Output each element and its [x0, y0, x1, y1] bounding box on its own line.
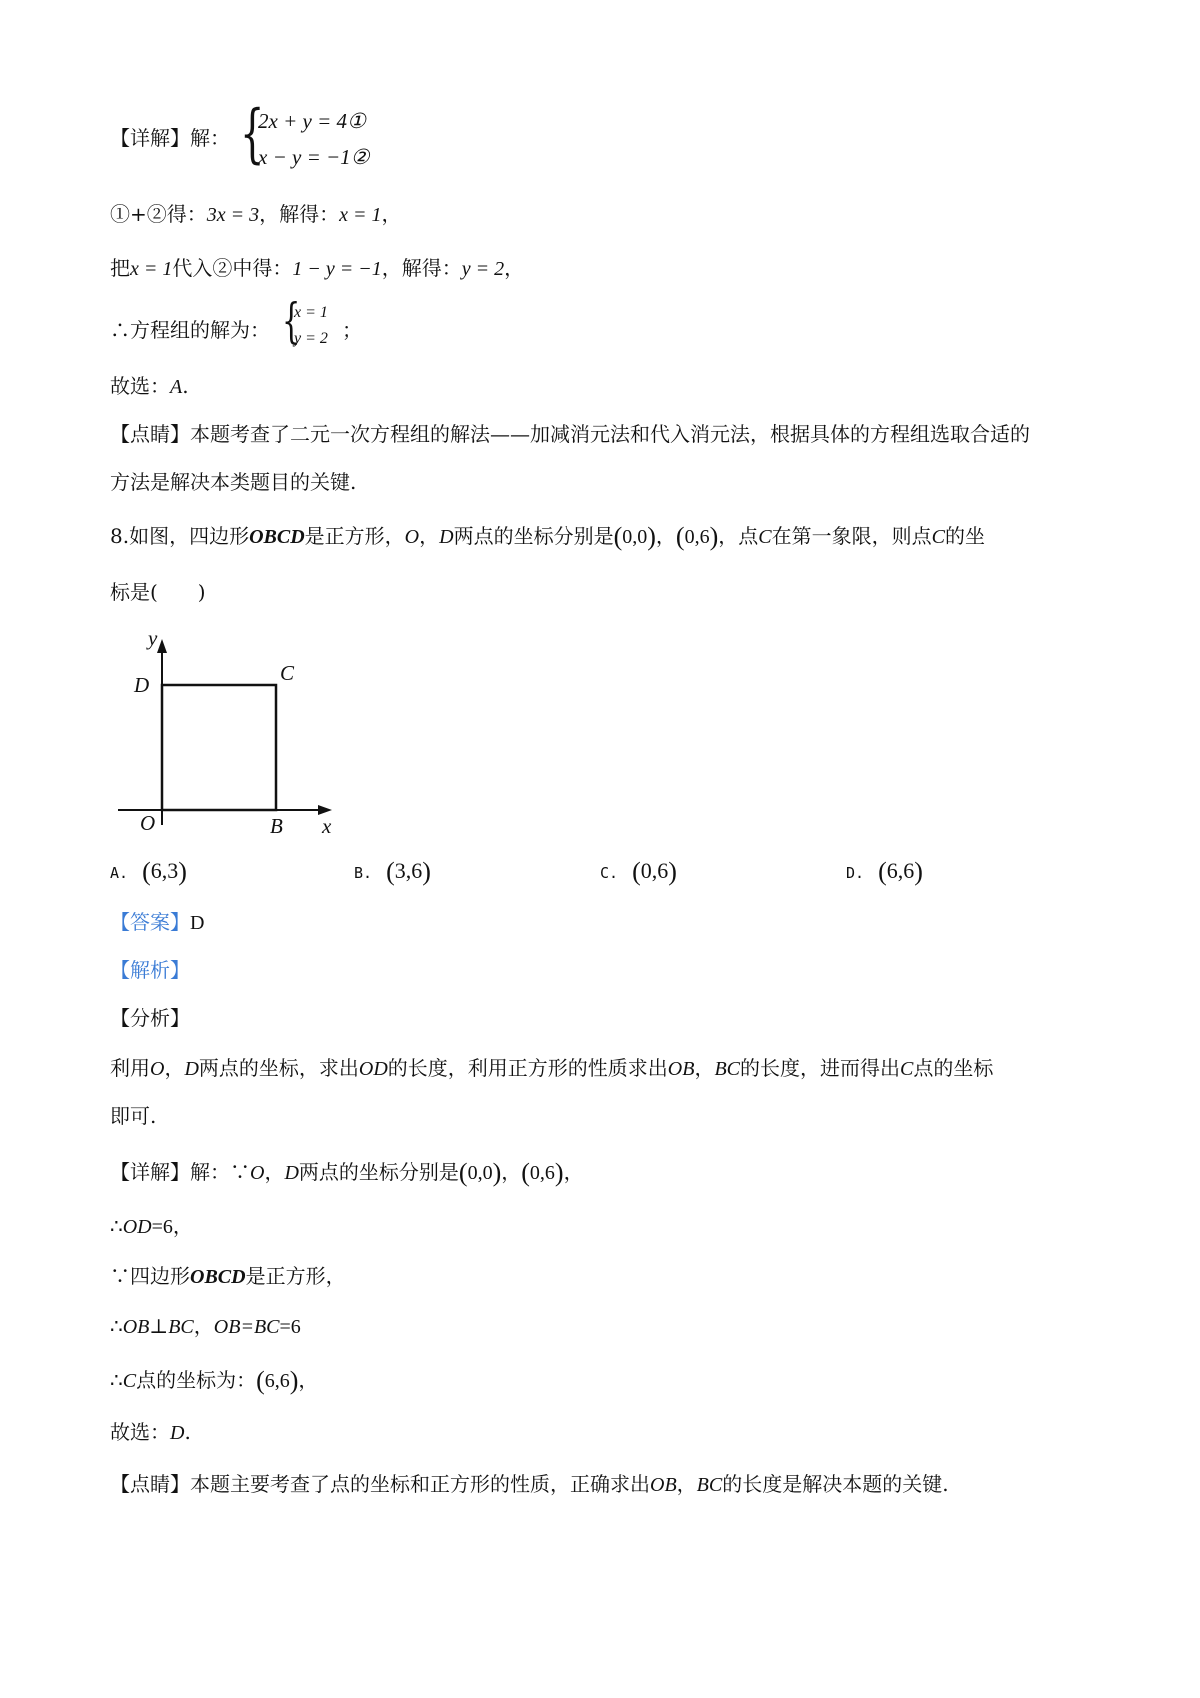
option-c[interactable]: C. (0,6) [600, 857, 677, 886]
square-obcd [162, 685, 276, 810]
detail-2-line-4: ∴OB⊥BC，OB=BC=6 [110, 1314, 301, 1338]
comment-1-line-2: 方法是解决本类题目的关键. [110, 470, 357, 494]
choice-1: 故选：A. [110, 374, 189, 398]
detail-2-line-5: ∴C点的坐标为：(6,6)， [110, 1366, 319, 1395]
analysis-tag: 【解析】 [110, 958, 190, 982]
label-b: B [270, 814, 283, 835]
solution-label: ∴方程组的解为： [110, 318, 270, 342]
detail-2-line-1: 【详解】解：∵O，D两点的坐标分别是(0,0)，(0,6)， [110, 1158, 584, 1187]
detail-2-line-2: ∴OD=6， [110, 1214, 193, 1238]
y-axis-arrow-icon [157, 639, 167, 653]
solution-system: { x = 1 y = 2 ； [282, 293, 362, 349]
equation-1: 2x + y = 4① [258, 109, 366, 133]
comment-1-line-1: 【点睛】本题考查了二元一次方程组的解法——加减消元法和代入消元法，根据具体的方程组选取合适的 [110, 422, 1030, 446]
answer-value: D [190, 912, 205, 934]
equation-2: x − y = −1② [258, 145, 370, 169]
coordinate-figure [110, 625, 340, 835]
detail-2-line-3: ∵四边形OBCD是正方形， [110, 1264, 346, 1288]
label-d: D [134, 673, 150, 697]
label-x: x [322, 814, 332, 835]
detail-label: 【详解】解： [110, 126, 230, 150]
question-8-line-1: 8.如图，四边形OBCD是正方形，O，D两点的坐标分别是(0,0)，(0,6)，点C在第一象限，则点C的坐 [110, 522, 985, 551]
option-b[interactable]: B. (3,6) [354, 857, 431, 886]
option-d[interactable]: D. (6,6) [846, 857, 923, 886]
step-1: ①+②得：3x = 3，解得：x = 1， [110, 202, 402, 226]
answer [110, 908, 204, 937]
step-2: 把x = 1代入②中得：1 − y = −1，解得：y = 2， [110, 256, 525, 280]
fenxi-tag: 【分析】 [110, 1006, 190, 1030]
fenxi-line-2: 即可. [110, 1104, 157, 1128]
brace-icon: { [240, 97, 265, 171]
label-y: y [148, 626, 158, 650]
detail-2-line-6: 故选：D. [110, 1420, 191, 1444]
label-o: O [140, 811, 156, 835]
label-c: C [280, 661, 295, 685]
brace-icon: { [282, 293, 301, 349]
comment-2: 【点睛】本题主要考查了点的坐标和正方形的性质，正确求出OB，BC的长度是解决本题的关键. [110, 1472, 949, 1496]
fenxi-line-1: 利用O，D两点的坐标，求出OD的长度，利用正方形的性质求出OB，BC的长度，进而得出C点的坐标 [110, 1056, 994, 1080]
question-8-line-2: 标是( ) [110, 580, 206, 604]
answer-tag: 【答案】 [110, 910, 190, 934]
option-a[interactable]: A. (6,3) [110, 857, 187, 886]
equation-system [240, 97, 400, 175]
